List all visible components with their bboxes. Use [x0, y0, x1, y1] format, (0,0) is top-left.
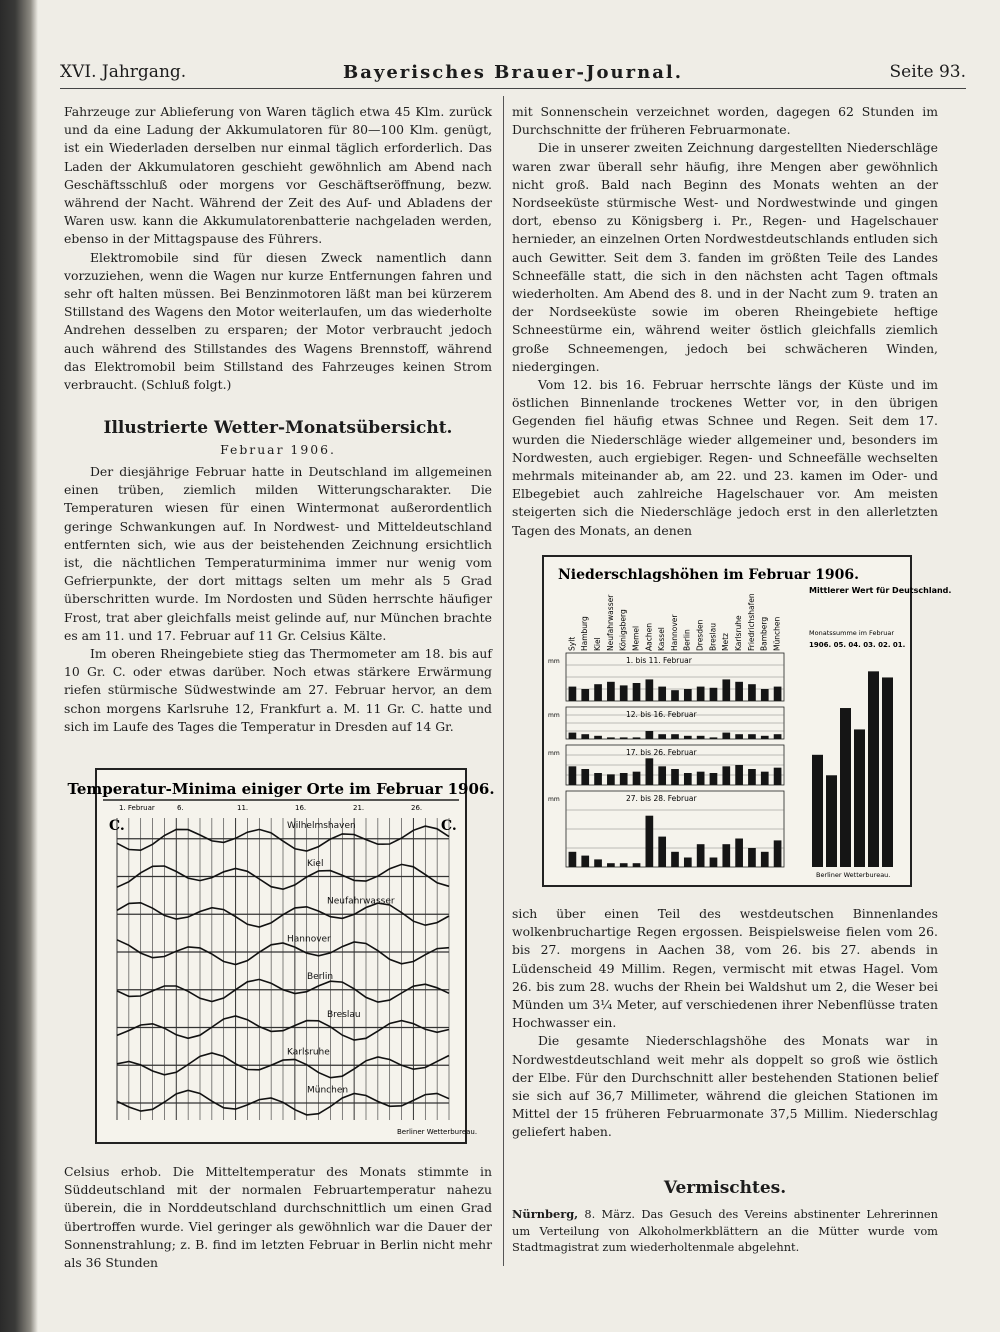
station-label: München	[307, 1085, 349, 1096]
station-label: Dresden	[695, 619, 705, 651]
station-label: Bamberg	[759, 616, 769, 651]
page-number: Seite 93.	[889, 62, 966, 82]
precip-bar	[774, 687, 782, 701]
precip-bar	[581, 734, 589, 739]
precip-bar	[607, 863, 615, 867]
legend-subtitle: Monatssumme im Februar	[809, 629, 895, 637]
precip-bar	[710, 737, 718, 739]
place-name: Nürnberg,	[512, 1207, 579, 1221]
rain-chart-title: Niederschlagshöhen im Februar 1906.	[558, 567, 859, 583]
precip-bar	[607, 774, 615, 785]
column-divider	[503, 96, 504, 1266]
precip-bar	[594, 736, 602, 739]
station-label: Sylt	[567, 636, 577, 651]
precip-bar	[620, 773, 628, 785]
precip-bar	[748, 684, 756, 701]
precip-bar	[620, 737, 628, 739]
paragraph: Celsius erhob. Die Mitteltemperatur des Monats stimmte in Süddeutschland mit der normalen Februartemperatur nahezu überein, die in Norddeutschland durchschnittlich um einen Grad übertroffen wurde. Viel geringer als gewöhnlich war die Dauer der Sonnenstrahlung; z. B. find im letzten Februar in Berlin nicht mehr als 36 Stunden	[64, 1164, 492, 1271]
left-column-top	[64, 103, 492, 394]
mean-germany-bar	[854, 729, 865, 867]
precip-bar	[633, 863, 641, 867]
precip-bar	[671, 852, 679, 867]
precip-bar	[761, 772, 769, 785]
period-label: 1. bis 11. Februar	[626, 656, 692, 665]
period-label: 27. bis 28. Februar	[626, 794, 697, 803]
section-title-vermischtes: Vermischtes.	[663, 1178, 787, 1198]
station-label: Hamburg	[580, 616, 590, 651]
precip-bar	[761, 852, 769, 867]
station-label: Karlsruhe	[287, 1047, 330, 1058]
paragraph: Die gesamte Niederschlagshöhe des Monats war in Nordwestdeutschland weit mehr als doppelt so groß wie östlich der Elbe. Für den Durchschnitt aller bestehenden Stationen belief sie sich auf 36,7 Millimeter, während die gleichen Stationen im Mittel der 15 früheren Februarmonate 37,5 Millim. Niederschlag geliefert haben.	[512, 1033, 938, 1140]
day-tick: 6.	[177, 804, 184, 812]
precip-bar	[607, 682, 615, 701]
paragraph: Vom 12. bis 16. Februar herrschte längs der Küste und im östlichen Binnenlande trockenes Wetter vor, in den übrigen Gegenden fiel häufig etwas Schnee und Regen. Seit dem 17. wurden die Niederschläge wieder allgemeiner und, besonders im Nordwesten, auch ergiebiger. Regen- und Schneefälle wechselten mehrmals miteinander ab, am 22. und 23. kamen im Oder- und Elbegebiet auch zahlreiche Hagelschauer vor. Am meisten steigerten sich die Niederschläge jedoch erst in den allerletzten Tagen des Monats, an denen	[512, 377, 938, 538]
station-label: Friedrichshafen	[746, 593, 756, 651]
page-gutter-shadow	[0, 0, 38, 1332]
precip-bar	[658, 837, 666, 867]
temperature-chart-svg	[67, 770, 495, 1142]
precip-bar	[722, 766, 730, 785]
precip-bar	[607, 737, 615, 739]
day-tick: 26.	[411, 804, 423, 812]
precip-bar	[722, 733, 730, 739]
precip-bar	[697, 687, 705, 701]
precip-bar	[620, 685, 628, 701]
day-tick: 21.	[353, 804, 365, 812]
legend-years: 1906. 05. 04. 03. 02. 01.	[809, 641, 906, 649]
left-column-bottom	[64, 1163, 492, 1272]
section-title-wetter: Illustrierte Wetter-Monatsübersicht.	[103, 418, 453, 438]
precip-bar	[722, 679, 730, 701]
precip-bar	[684, 858, 692, 868]
vermischtes-text	[512, 1206, 938, 1256]
precip-bar	[697, 736, 705, 739]
paragraph: Fahrzeuge zur Ablieferung von Waren täglich etwa 45 Klm. zurück und da eine Ladung der Akkumulatoren für 80—100 Klm. genügt, ist ein Wiederladen derselben nur einmal täglich erforderlich. Das Laden der Akkumulatoren geschieht gewöhnlich am Abend nach Geschäftsschluß oder morgens vor Geschäftseröffnung, bezw. während der Nacht. Während der Zeit des Auf- und Abladens der Waren usw. kann die Akkumulatorenbatterie nachgeladen werden, ebenso in der Mittagspause des Führers.	[64, 104, 492, 247]
mean-germany-bar	[812, 755, 823, 867]
precip-bar	[671, 690, 679, 701]
precip-bar	[697, 772, 705, 785]
header-rule	[60, 88, 966, 89]
mean-germany-bar	[826, 775, 837, 867]
paragraph: Elektromobile sind für diesen Zweck namentlich dann vorzuziehen, wenn die Wagen nur kurze Entfernungen fahren und sehr oft halten müssen. Bei Benzinmotoren läßt man bei kürzerem Stillstand des Wagens den Motor weiterlaufen, um das wiederholte Andrehen desselben zu ersparen; der Motor verbraucht jedoch auch während des Stillstandes des Wagens Brennstoff, während das Elektromobil beim Stillstand des Fahrzeuges keinen Strom verbraucht. (Schluß folgt.)	[64, 249, 492, 393]
paragraph: Die in unserer zweiten Zeichnung dargestellten Niederschläge waren zwar überall sehr häufig, ihre Mengen aber gewöhnlich nicht groß. Bald nach Beginn des Monats wehten an der Nordseeküste stürmische West- und Nordwestwinde und gingen dort, ebenso zu Königsberg i. Pr., Regen- und Hagelschauer hernieder, an einzelnen Orten Nordwestdeutschlands entluden sich auch Gewitter. Seit dem 3. fanden im größten Teile des Landes Schneefälle statt, die sich in den nächsten acht Tagen oftmals wiederholten. Am Abend des 8. und in der Nacht zum 9. traten an der Nordseeküste sowie im oberen Rheingebiete heftige Schneestürme ein, während weiter östlich gleichfalls ziemlich große Schneemengen, jedoch bei schwächeren Winden, niedergingen.	[512, 140, 938, 374]
precip-bar	[594, 684, 602, 701]
unit-label: mm	[548, 658, 560, 665]
section-subtitle: Februar 1906.	[220, 442, 336, 457]
precipitation-figure	[542, 555, 952, 887]
station-label: Kassel	[657, 627, 667, 651]
precip-bar	[761, 736, 769, 739]
precip-bar	[633, 737, 641, 739]
station-label: München	[772, 616, 782, 651]
paragraph: sich über einen Teil des westdeutschen Binnenlandes wolkenbruchartige Regen ergossen. Beispielsweise fielen vom 26. bis 27. morgens in Aachen 38, vom 26. bis 27. abends in Lüdenscheid 49 Millim. Regen, vermischt mit etwas Hagel. Vom 26. bis zum 28. wuchs der Rhein bei Waldshut um 2, die Weser bei Münden um 3¼ Meter, auf verschiedenen ihrer Nebenflüsse traten Hochwasser ein.	[512, 906, 938, 1031]
precip-bar	[581, 689, 589, 701]
precip-bar	[735, 734, 743, 739]
journal-title: Bayerisches Brauer-Journal.	[343, 62, 683, 83]
day-tick: 16.	[295, 804, 307, 812]
legend-title: Mittlerer Wert für Deutschland.	[809, 586, 952, 595]
precip-bar	[735, 682, 743, 701]
day-tick: 11.	[237, 804, 249, 812]
precip-bar	[748, 848, 756, 867]
precip-bar	[658, 734, 666, 739]
temp-chart-credit: Berliner Wetterbureau.	[397, 1128, 478, 1136]
station-label: Königsberg	[618, 609, 628, 651]
precip-bar	[569, 687, 577, 701]
day-tick: 1. Februar	[119, 804, 155, 812]
paragraph: mit Sonnenschein verzeichnet worden, dagegen 62 Stunden im Durchschnitte der früheren Februarmonate.	[512, 104, 938, 138]
precip-bar	[581, 769, 589, 785]
station-label: Kiel	[592, 637, 602, 651]
precip-bar	[671, 769, 679, 785]
temp-chart-title: Temperatur-Minima einiger Orte im Februar 1906.	[67, 780, 495, 798]
precip-bar	[710, 858, 718, 868]
precip-bar	[697, 844, 705, 867]
precip-bar	[646, 758, 654, 785]
precip-bar	[684, 689, 692, 701]
vermischtes-body: 8. März. Das Gesuch des Vereins abstinenter Lehrerinnen um Verteilung von Alkoholmerkblättern an die Mütter wurde vom Stadtmagistrat zum wiederholtenmale abgelehnt.	[512, 1207, 938, 1254]
precip-bar	[748, 734, 756, 739]
precip-bar	[774, 840, 782, 867]
precip-bar	[594, 859, 602, 867]
precip-bar	[569, 766, 577, 785]
mean-germany-bar	[882, 677, 893, 867]
precip-bar	[774, 734, 782, 739]
station-label: Berlin	[682, 629, 692, 651]
volume-label: XVI. Jahrgang.	[60, 62, 187, 82]
station-label: Neufahrwasser	[327, 896, 395, 907]
station-label: Kiel	[307, 858, 324, 869]
station-label: Metz	[721, 633, 731, 651]
mean-germany-bar	[840, 708, 851, 867]
precip-bar	[735, 765, 743, 785]
precip-bar	[748, 769, 756, 785]
right-column-top	[512, 103, 938, 540]
unit-label: mm	[548, 712, 560, 719]
unit-label: mm	[548, 750, 560, 757]
station-label: Hannover	[669, 614, 679, 651]
precip-bar	[658, 766, 666, 785]
precip-bar	[620, 863, 628, 867]
precip-bar	[722, 844, 730, 867]
station-label: Breslau	[327, 1009, 361, 1020]
right-column-bottom	[512, 905, 938, 1142]
page-header	[60, 62, 966, 86]
precip-bar	[594, 773, 602, 785]
station-label: Karlsruhe	[734, 615, 744, 651]
precip-bar	[581, 856, 589, 867]
precip-bar	[569, 852, 577, 867]
station-label: Breslau	[708, 622, 718, 651]
mean-germany-bar	[868, 671, 879, 867]
precip-bar	[684, 736, 692, 739]
paragraph: Der diesjährige Februar hatte in Deutschland im allgemeinen einen trüben, ziemlich milden Witterungscharakter. Die Temperaturen wiesen für einen Wintermonat außerordentlich geringe Schwankungen auf. In Nordwest- und Mitteldeutschland entfernten sich, wie aus der beistehenden Zeichnung ersichtlich ist, die nächtlichen Temperaturminima immer nur wenig vom Gefrierpunkte, der dort mittags selten um mehr als 5 Grad überschritten wurde. Im Nordosten und Süden herrschte häufiger Frost, trat aber gleichfalls meist gelinde auf, nur München brachte es am 11. und 17. Februar auf 11 Gr. Celsius Kälte.	[64, 464, 492, 643]
left-column-middle	[64, 463, 492, 736]
period-label: 12. bis 16. Februar	[626, 710, 697, 719]
celsius-label-right: C.	[441, 818, 457, 834]
precip-bar	[633, 772, 641, 785]
paragraph: Im oberen Rheingebiete stieg das Thermometer am 18. bis auf 10 Gr. C. oder etwas darüber. Noch etwas stärkere Erwärmung riefen stürmische Südwestwinde am 27. Februar hervor, an dem schon morgens Karlsruhe 12, Frankfurt a. M. 11 Gr. C. hatte und sich im Laufe des Tages die Temperatur in Dresden auf 14 Gr.	[64, 646, 492, 734]
station-label: Memel	[631, 625, 641, 651]
precip-bar	[710, 688, 718, 701]
precip-bar	[646, 731, 654, 739]
precip-bar	[774, 768, 782, 785]
precip-bar	[633, 683, 641, 701]
station-label: Hannover	[287, 934, 331, 945]
precip-bar	[646, 679, 654, 701]
station-label: Aachen	[644, 623, 654, 651]
unit-label: mm	[548, 796, 560, 803]
precip-bar	[671, 734, 679, 739]
station-label: Wilhelmshaven	[287, 821, 356, 832]
station-label: Neufahrwasser	[605, 594, 615, 651]
precip-bar	[761, 689, 769, 701]
precip-bar	[569, 733, 577, 739]
precip-bar	[646, 816, 654, 867]
precip-bar	[658, 687, 666, 701]
temperature-minima-figure	[67, 768, 495, 1144]
station-label: Berlin	[307, 972, 334, 983]
period-label: 17. bis 26. Februar	[626, 748, 697, 757]
precip-bar	[735, 839, 743, 868]
rain-chart-credit: Berliner Wetterbureau.	[816, 871, 891, 879]
precipitation-chart-svg	[544, 557, 952, 885]
celsius-label-left: C.	[109, 818, 125, 834]
precip-bar	[684, 773, 692, 785]
precip-bar	[710, 773, 718, 785]
